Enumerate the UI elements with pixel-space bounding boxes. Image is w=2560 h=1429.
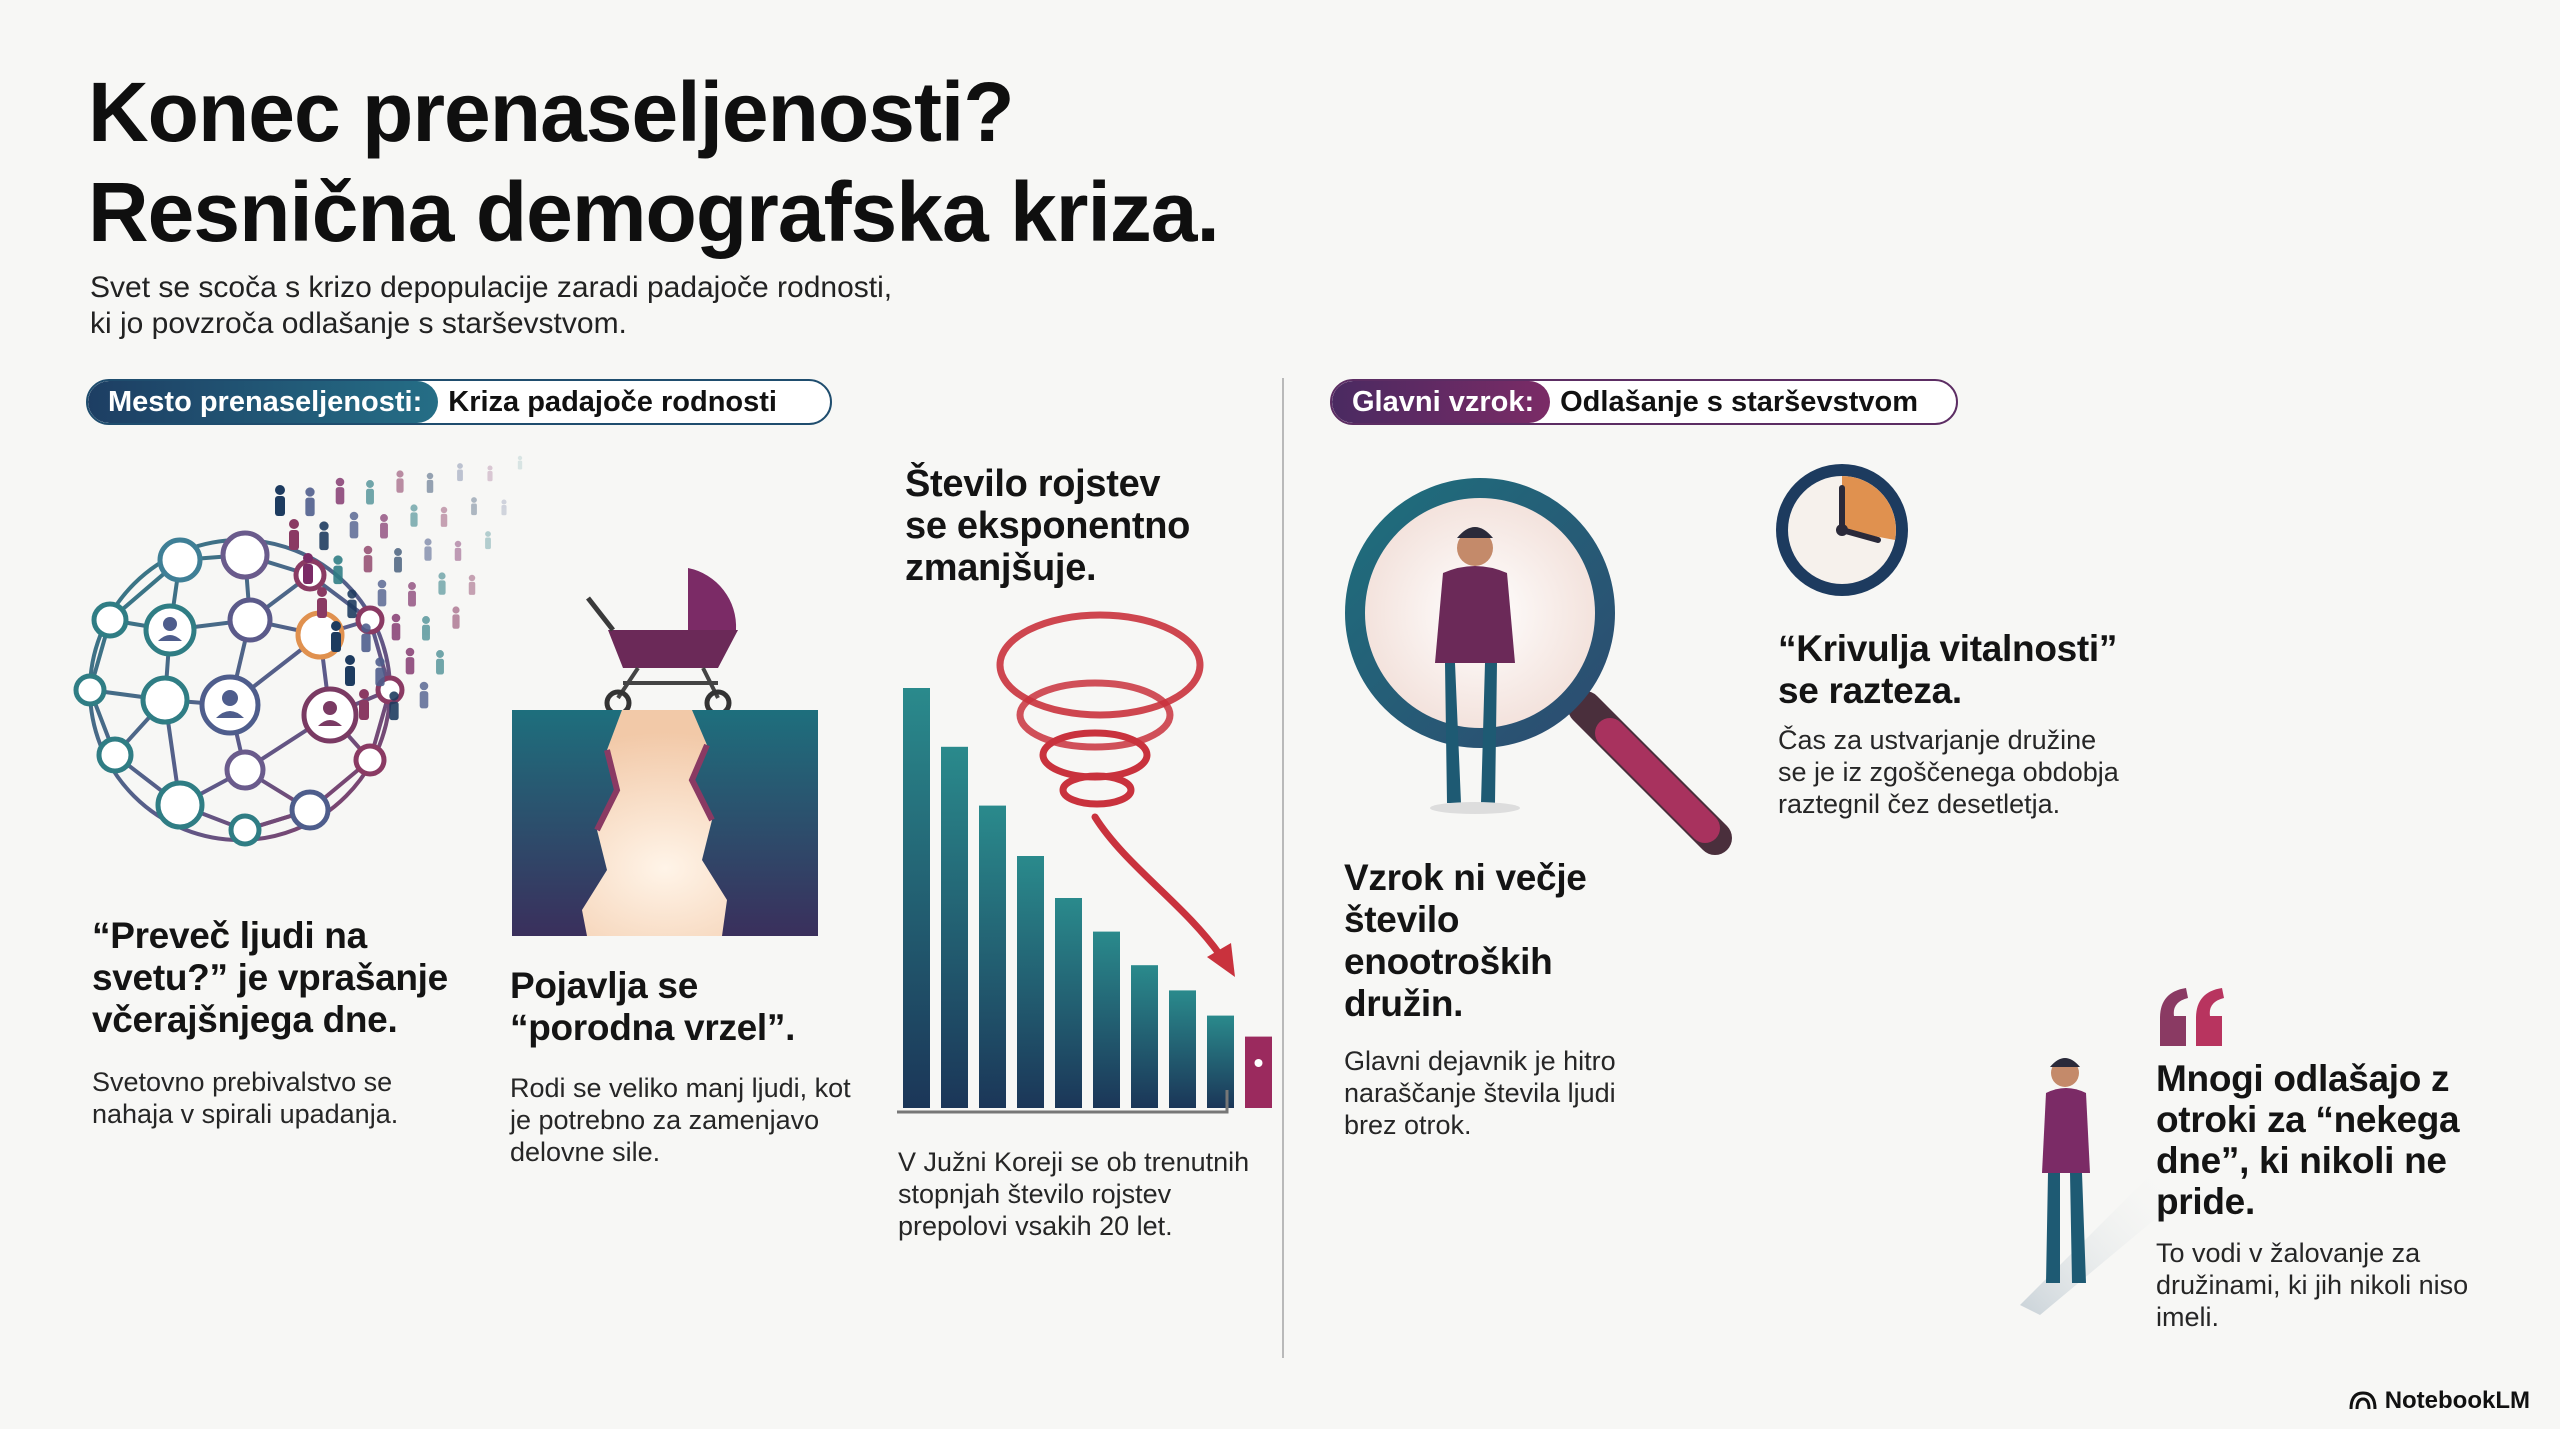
bar — [1169, 990, 1196, 1108]
crowd-person-icon — [347, 589, 356, 618]
crowd-person-icon — [380, 514, 388, 538]
crowd-person-icon — [457, 463, 463, 481]
crowd-person-icon — [366, 480, 374, 504]
section-divider — [1282, 378, 1284, 1358]
heading-line: Mnogi odlašajo z — [2156, 1058, 2450, 1099]
card-gap-heading — [510, 965, 870, 1049]
crowd-person-icon — [487, 465, 492, 481]
body-line: delovne sile. — [510, 1137, 661, 1167]
heading-line: dne”, ki nikoli ne — [2156, 1140, 2447, 1181]
crowd-person-icon — [396, 470, 403, 492]
crowd-person-icon — [455, 541, 462, 561]
heading-line: “Preveč ljudi na — [92, 915, 367, 956]
heading-line: Pojavlja se — [510, 965, 698, 1006]
page-subtitle — [90, 270, 1090, 342]
section-label-right — [1330, 379, 1958, 425]
card-overpop-body — [92, 1066, 492, 1130]
body-line: To vodi v žalovanje za — [2156, 1238, 2421, 1268]
bar-highlight — [1245, 1037, 1272, 1108]
card-overpop-heading — [92, 915, 492, 1041]
crowd-person-icon — [406, 648, 415, 675]
crowd-person-icon — [336, 478, 345, 505]
crowd-person-icon — [427, 473, 434, 493]
heading-line: zmanjšuje. — [905, 547, 1097, 589]
crowd-person-icon — [436, 650, 444, 674]
card-cause-body — [1344, 1045, 1674, 1141]
bar — [979, 806, 1006, 1108]
crowd-person-icon — [361, 623, 370, 652]
bar-highlight-dot — [1255, 1059, 1263, 1067]
crowd-person-icon — [389, 691, 398, 720]
crowd-person-icon — [317, 587, 327, 618]
body-line: stopnjah število rojstev — [898, 1179, 1172, 1209]
card-vitality-heading — [1778, 628, 2198, 712]
brand-logo — [2349, 1387, 2530, 1415]
section-label-left — [86, 379, 832, 425]
body-line: Glavni dejavnik je hitro — [1344, 1046, 1616, 1076]
crowd-person-icon — [438, 572, 445, 594]
declining-bars-chart — [895, 620, 1240, 1130]
crowd-person-icon — [333, 555, 342, 584]
body-line: brez otrok. — [1344, 1110, 1472, 1140]
heading-line: število — [1344, 899, 1460, 940]
body-line: V Južni Koreji se ob trenutnih — [898, 1147, 1250, 1177]
section-tag: Mesto prenaseljenosti: — [88, 381, 438, 423]
bar — [941, 747, 968, 1108]
crowd-person-icon — [345, 655, 355, 686]
standing-person-icon — [2020, 1055, 2160, 1315]
crowd-person-icon — [331, 621, 341, 652]
body-line: nahaja v spirali upadanja. — [92, 1099, 399, 1129]
bar — [1093, 932, 1120, 1108]
crowd-person-icon — [408, 582, 416, 606]
clock-icon — [1770, 458, 1915, 603]
heading-line: enootroških — [1344, 941, 1553, 982]
crowd-person-icon — [378, 580, 387, 607]
crowd-person-icon — [305, 487, 314, 516]
body-line: naraščanje števila ljudi — [1344, 1078, 1616, 1108]
page-title — [88, 62, 1588, 262]
body-line: prepolovi vsakih 20 let. — [898, 1211, 1173, 1241]
magnifier-person-icon — [1335, 478, 1735, 878]
crowd-person-icon — [350, 512, 359, 539]
crowd-person-icon — [394, 548, 402, 572]
heading-line: družin. — [1344, 983, 1464, 1024]
body-line: Rodi se veliko manj ljudi, kot — [510, 1073, 851, 1103]
cliff-gap-icon — [512, 710, 818, 936]
baby-stroller-icon — [578, 558, 748, 718]
bar — [1207, 1016, 1234, 1108]
crowd-person-icon — [452, 606, 459, 628]
crowd-person-icon — [375, 657, 384, 686]
quote-icon — [2158, 988, 2228, 1048]
crowd-person-icon — [303, 553, 313, 584]
crowd-person-icon — [518, 456, 522, 470]
card-someday-heading — [2156, 1058, 2536, 1222]
crowd-person-icon — [359, 689, 369, 720]
heading-line: “Krivulja vitalnosti” — [1778, 628, 2118, 669]
title-line-1: Konec prenaseljenosti? — [88, 65, 1014, 159]
bar — [1055, 898, 1082, 1108]
heading-line: svetu?” je vprašanje — [92, 957, 448, 998]
card-vitality-body — [1778, 724, 2198, 820]
notebooklm-icon — [2349, 1391, 2377, 1411]
card-gap-body — [510, 1072, 890, 1168]
crowd-person-icon — [319, 521, 328, 550]
people-crowd-icon — [260, 460, 590, 740]
heading-line: se razteza. — [1778, 670, 1962, 711]
bar — [1017, 856, 1044, 1108]
title-line-2: Resnična demografska kriza. — [88, 165, 1219, 259]
heading-line: se eksponentno — [905, 505, 1191, 547]
crowd-person-icon — [420, 682, 429, 709]
body-line: družinami, ki jih nikoli niso — [2156, 1270, 2469, 1300]
body-line: Svetovno prebivalstvo se — [92, 1067, 393, 1097]
body-line: imeli. — [2156, 1302, 2220, 1332]
subtitle-line-1: Svet se scoča s krizo depopulacije zaradi padajoče rodnosti, — [90, 271, 893, 304]
heading-line: včerajšnjega dne. — [92, 999, 398, 1040]
crowd-person-icon — [422, 616, 430, 640]
crowd-person-icon — [469, 575, 476, 595]
bar — [1131, 965, 1158, 1108]
card-births-heading — [905, 463, 1265, 589]
card-someday-body — [2156, 1237, 2536, 1333]
heading-line: pride. — [2156, 1181, 2255, 1222]
body-line: Čas za ustvarjanje družine — [1778, 725, 2097, 755]
section-label: Kriza padajoče rodnosti — [448, 385, 777, 418]
crowd-person-icon — [392, 614, 401, 641]
crowd-person-icon — [471, 497, 477, 515]
heading-line: Vzrok ni večje — [1344, 857, 1587, 898]
bar — [903, 688, 930, 1108]
crowd-person-icon — [501, 499, 506, 515]
crowd-person-icon — [410, 504, 417, 526]
card-births-body — [898, 1146, 1278, 1242]
body-line: raztegnil čez desetletja. — [1778, 789, 2061, 819]
section-label: Odlašanje s starševstvom — [1560, 385, 1918, 418]
section-tag: Glavni vzrok: — [1332, 381, 1550, 423]
crowd-person-icon — [485, 531, 491, 549]
brand-name: NotebookLM — [2384, 1387, 2530, 1414]
body-line: se je iz zgoščenega obdobja — [1778, 757, 2119, 787]
crowd-person-icon — [275, 485, 285, 516]
crowd-person-icon — [289, 519, 299, 550]
heading-line: otroki za “nekega — [2156, 1099, 2460, 1140]
crowd-person-icon — [364, 546, 373, 573]
heading-line: Število rojstev — [905, 463, 1161, 505]
crowd-person-icon — [441, 507, 448, 527]
card-cause-heading — [1344, 857, 1674, 1025]
crowd-person-icon — [424, 538, 431, 560]
body-line: je potrebno za zamenjavo — [510, 1105, 820, 1135]
heading-line: “porodna vrzel”. — [510, 1007, 796, 1048]
subtitle-line-2: ki jo povzroča odlašanje s starševstvom. — [90, 307, 627, 340]
